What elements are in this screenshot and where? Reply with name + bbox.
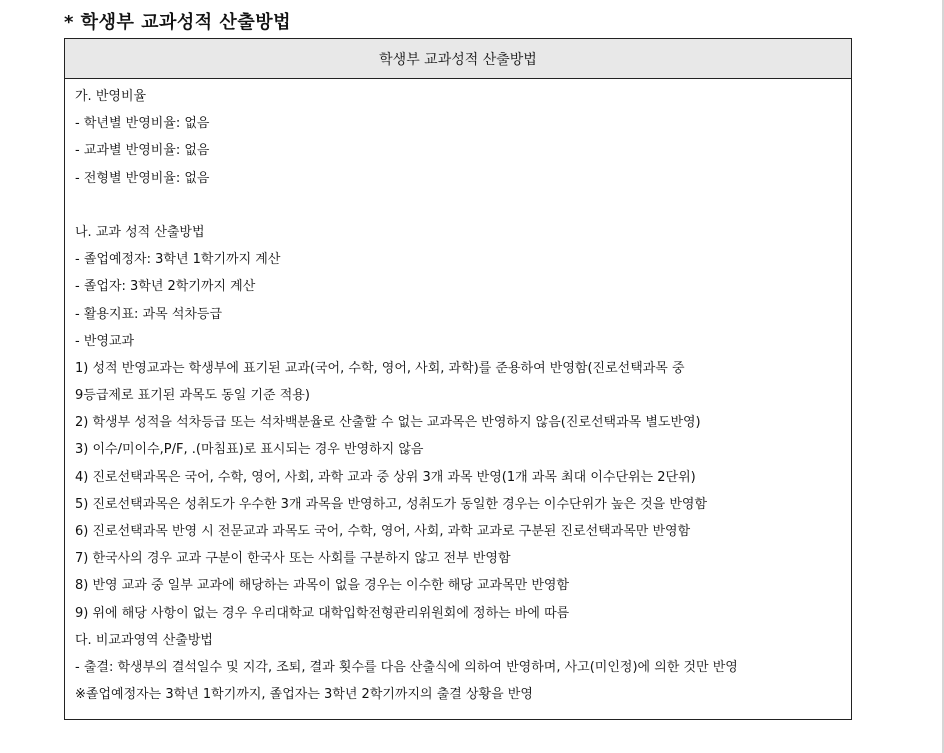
rule-1-continued: 9등급제로 표기된 과목도 동일 기준 적용): [75, 388, 310, 404]
ratio-by-grade-item: - 학년별 반영비율: 없음: [75, 116, 210, 132]
section-heading-non-subject: 다. 비교과영역 산출방법: [75, 632, 213, 648]
attendance-note: ※졸업예정자는 3학년 1학기까지, 졸업자는 3학년 2학기까지의 출결 상황을 반영: [75, 687, 533, 703]
rule-8: 8) 반영 교과 중 일부 교과에 해당하는 과목이 없을 경우는 이수한 해당 교과목만 반영함: [75, 578, 570, 594]
table-header: 학생부 교과성적 산출방법: [65, 39, 851, 79]
rule-7: 7) 한국사의 경우 교과 구분이 한국사 또는 사회를 구분하지 않고 전부 반영함: [75, 551, 511, 567]
rule-3: 3) 이수/미이수,P/F, .(마침표)로 표시되는 경우 반영하지 않음: [75, 442, 424, 458]
rule-4: 4) 진로선택과목은 국어, 수학, 영어, 사회, 과학 교과 중 상위 3개 과목 반영(1개 과목 최대 이수단위는 2단위): [75, 469, 696, 485]
rule-6: 6) 진로선택과목 반영 시 전문교과 과목도 국어, 수학, 영어, 사회, 과학 교과로 구분된 진로선택과목만 반영함: [75, 524, 691, 539]
table-body: [65, 79, 851, 708]
page-title: * 학생부 교과성적 산출방법: [64, 12, 291, 33]
blank-line: [75, 192, 841, 219]
section-heading-ratio: 가. 반영비율: [75, 89, 147, 104]
expected-graduate-item: - 졸업예정자: 3학년 1학기까지 계산: [75, 252, 281, 268]
subjects-heading-item: - 반영교과: [75, 333, 135, 349]
indicator-item: - 활용지표: 과목 석차등급: [75, 306, 223, 322]
rule-5: 5) 진로선택과목은 성취도가 우수한 3개 과목을 반영하고, 성취도가 동일한 경우는 이수단위가 높은 것을 반영함: [75, 496, 708, 512]
grade-calculation-table: [64, 38, 852, 720]
ratio-by-admission-item: - 전형별 반영비율: 없음: [75, 170, 210, 186]
rule-1: 1) 성적 반영교과는 학생부에 표기된 교과(국어, 수학, 영어, 사회, 과학)를 준용하여 반영함(진로선택과목 중: [75, 360, 685, 376]
section-heading-calculation: 나. 교과 성적 산출방법: [75, 224, 205, 240]
graduate-item: - 졸업자: 3학년 2학기까지 계산: [75, 279, 256, 295]
attendance-item: - 출결: 학생부의 결석일수 및 지각, 조퇴, 결과 횟수를 다음 산출식에 의하여 반영하며, 사고(미인정)에 의한 것만 반영: [75, 659, 738, 675]
rule-9: 9) 위에 해당 사항이 없는 경우 우리대학교 대학입학전형관리위원회에 정하는 바에 따름: [75, 605, 570, 621]
rule-2: 2) 학생부 성적을 석차등급 또는 석차백분율로 산출할 수 없는 교과목은 반영하지 않음(진로선택과목 별도반영): [75, 415, 701, 431]
ratio-by-subject-item: - 교과별 반영비율: 없음: [75, 143, 210, 159]
